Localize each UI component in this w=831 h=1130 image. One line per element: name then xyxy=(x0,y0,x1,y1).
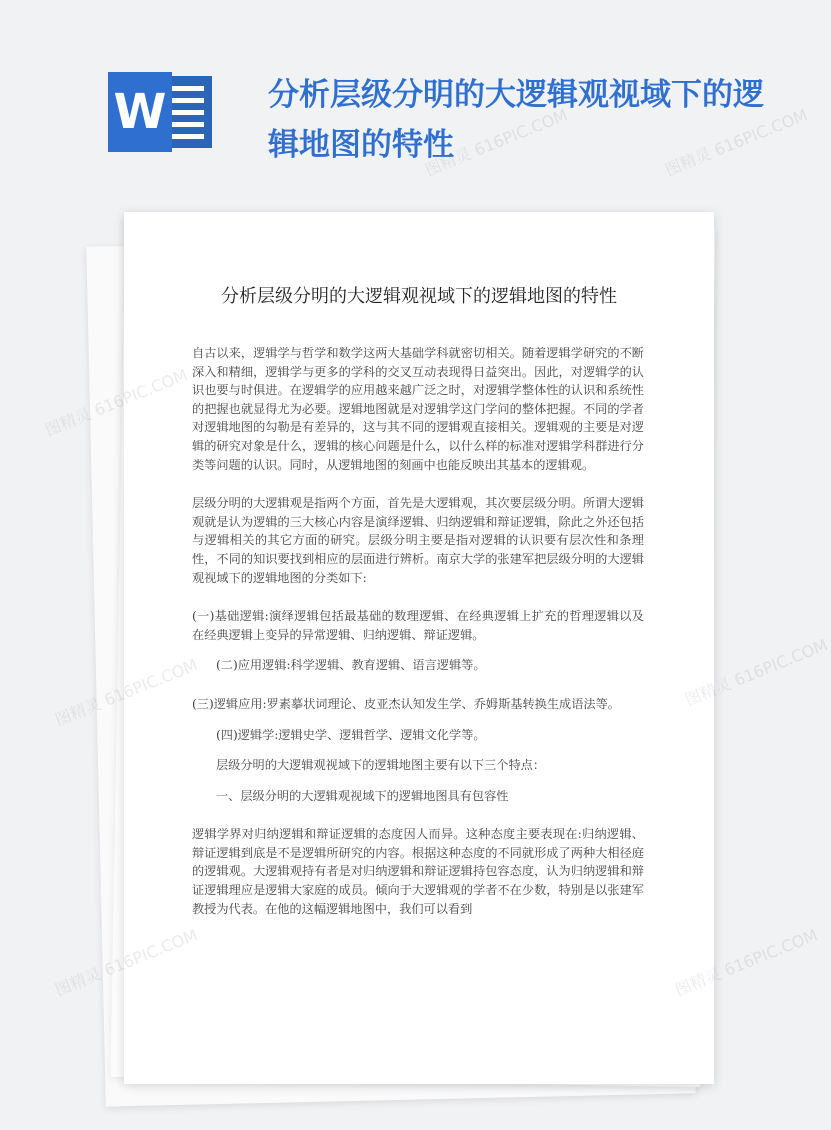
watermark: 图精灵 xyxy=(52,964,104,1000)
paragraph-definition: 层级分明的大逻辑观是指两个方面，首先是大逻辑观，其次要层级分明。所谓大逻辑观就是认为逻辑的三大核心内容是演绎逻辑、归纳逻辑和辩证逻辑，除此之外还包括与逻辑相关的其它方面的研究。层级分明主要是指对逻辑的认识要有层次性和条理性，不同的知识要找到相应的层面进行辨析。南京大学的张建军把层级分明的大逻辑观视域下的逻辑地图的分类如下: xyxy=(192,496,644,585)
paragraph-features-intro: 层级分明的大逻辑观视域下的逻辑地图主要有以下三个特点： xyxy=(216,758,546,773)
word-logo-icon xyxy=(108,72,216,152)
list-item-logic-application: (三)逻辑应用:罗素摹状词理论、皮亚杰认知发生学、乔姆斯基转换生成语法等。 xyxy=(192,696,620,711)
watermark: 图精灵 xyxy=(42,404,94,440)
list-item-applied-logic: (二)应用逻辑:科学逻辑、教育逻辑、语言逻辑等。 xyxy=(216,658,486,673)
list-item-basic-logic: (一)基础逻辑:演绎逻辑包括最基础的数理逻辑、在经典逻辑上扩充的哲理逻辑以及在经典逻辑上变异的异常逻辑、归纳逻辑、辩证逻辑。 xyxy=(192,609,644,642)
paragraph-inclusiveness: 逻辑学界对归纳逻辑和辩证逻辑的态度因人而异。这种态度主要表现在:归纳逻辑、辩证逻辑到底是不是逻辑所研究的内容。根据这种态度的不同就形成了两种大相径庭的逻辑观。大逻辑观持有者是对归纳逻辑和辩证逻辑持包容态度，认为归纳逻辑和辩证逻辑理应是逻辑大家庭的成员。倾向于大逻辑观的学者不在少数，特别是以张建军教授为代表。在他的这幅逻辑地图中，我们可以看到 xyxy=(192,827,644,916)
watermark: 图精灵 616PIC.COM xyxy=(422,105,571,180)
watermark: 图精灵 616PIC.COM xyxy=(682,635,831,710)
word-logo-letter: W xyxy=(108,72,172,152)
watermark: 图精灵 616PIC.COM xyxy=(672,925,821,1000)
section-heading-inclusiveness: 一、层级分明的大逻辑观视域下的逻辑地图具有包容性 xyxy=(216,788,509,803)
paragraph-intro: 自古以来，逻辑学与哲学和数学这两大基础学科就密切相关。随着逻辑学研究的不断深入和精细，逻辑学与更多的学科的交叉互动表现得日益突出。因此，对逻辑学的认识也要与时俱进。在逻辑学的应用越来越广泛之时，对逻辑学整体性的认识和系统性的把握也就显得尤为必要。逻辑地图就是对逻辑学这门学问的整体把握。不同的学者对逻辑地图的勾勒是有差异的，这与其不同的逻辑观直接相关。逻辑观的主要是对逻辑的研究对象是什么，逻辑的核心问题是什么，以什么样的标准对逻辑学科群进行分类等问题的认识。同时，从逻辑地图的刻画中也能反映出其基本的逻辑观。 xyxy=(192,346,644,472)
watermark: 图精灵 616PIC.COM xyxy=(662,105,811,180)
list-item-logic-studies: (四)逻辑学:逻辑史学、逻辑哲学、逻辑文化学等。 xyxy=(216,727,486,742)
watermark: 图精灵 xyxy=(52,694,104,730)
document-page xyxy=(124,212,714,1084)
document-body xyxy=(192,344,644,918)
document-title: 分析层级分明的大逻辑观视域下的逻辑地图的特性 xyxy=(221,286,617,307)
header-title: 分析层级分明的大逻辑观视域下的逻辑地图的特性 xyxy=(268,77,764,163)
